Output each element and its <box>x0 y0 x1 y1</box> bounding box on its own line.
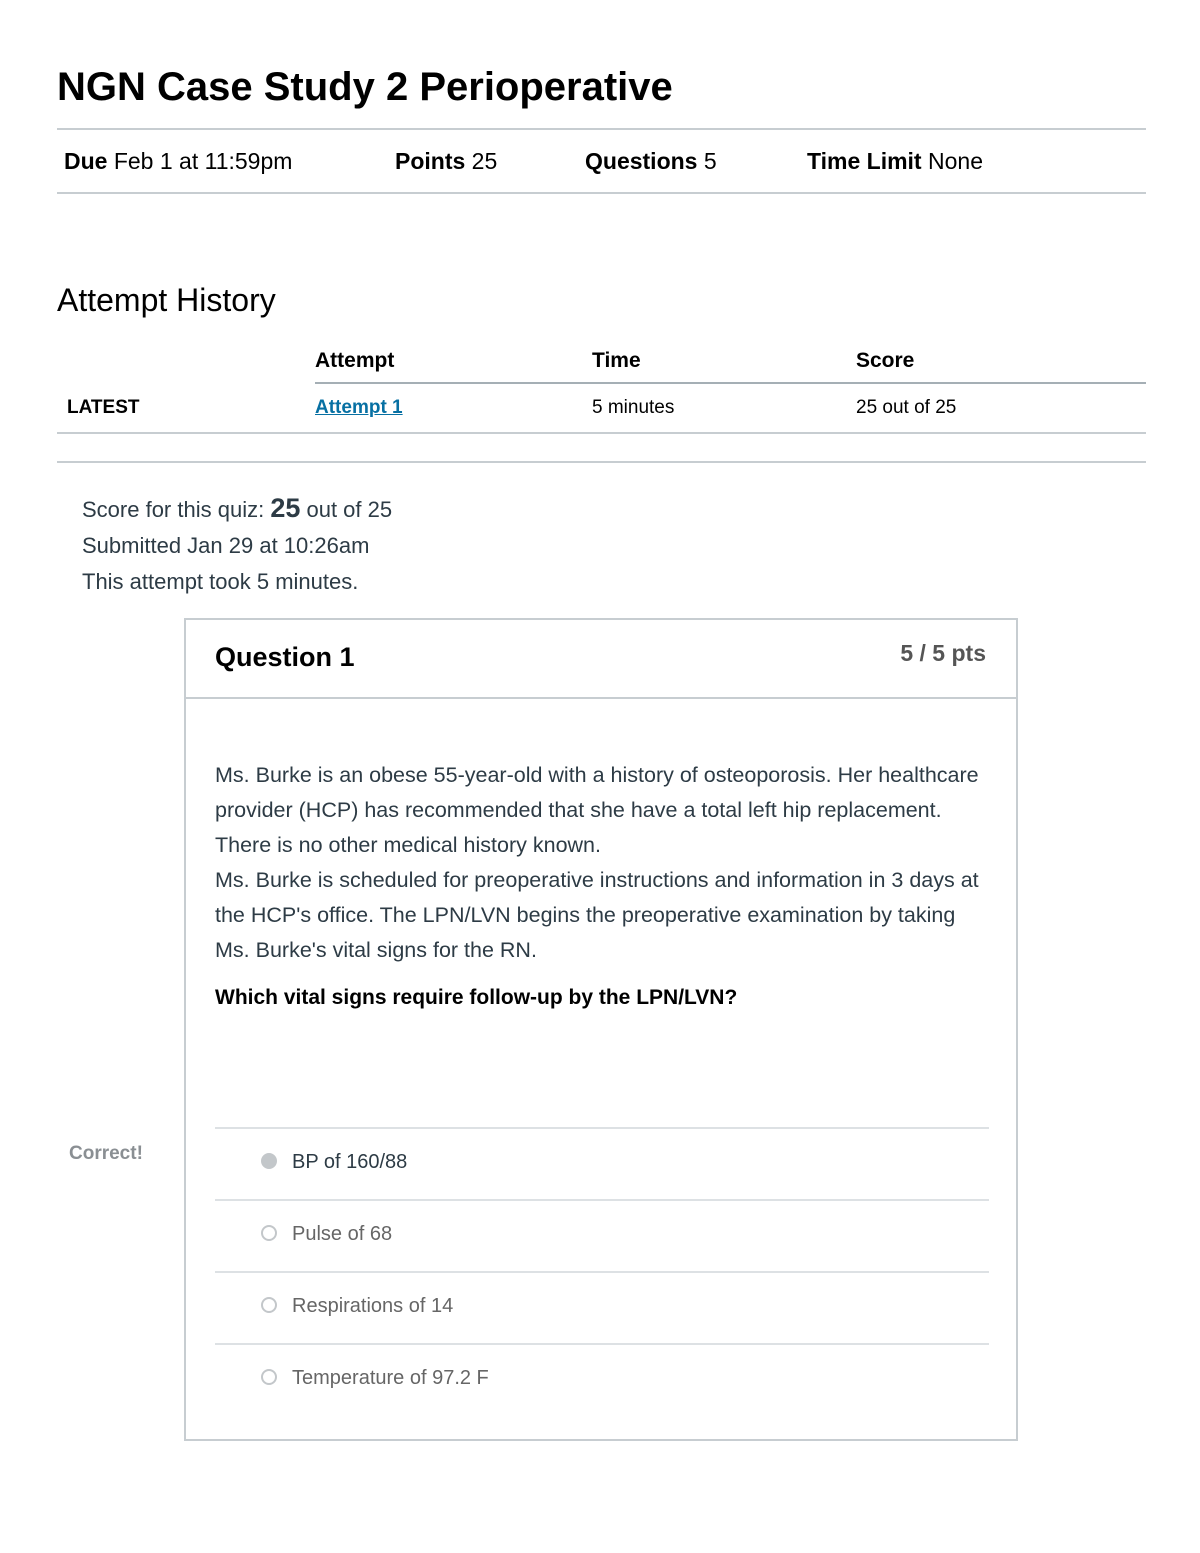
quiz-summary <box>82 490 392 600</box>
table-header-time: Time <box>592 340 856 383</box>
radio-icon[interactable] <box>261 1225 277 1241</box>
quiz-meta-bar <box>57 128 1146 194</box>
attempt-time: 5 minutes <box>592 383 856 433</box>
answer-option[interactable] <box>215 1271 989 1343</box>
answer-label: Respirations of 14 <box>292 1295 454 1317</box>
question-paragraph-1: Ms. Burke is an obese 55-year-old with a history of osteoporosis. Her healthcare provider (HCP) has recommended that she have a total left hip replacement. There is no other medical history known. <box>215 763 979 857</box>
question-title: Question 1 <box>215 642 355 672</box>
points-label: Points <box>395 148 466 174</box>
time-limit-value: None <box>928 148 983 174</box>
time-limit-info <box>807 148 983 175</box>
correct-answer-tag: Correct! <box>69 1142 183 1182</box>
questions-value: 5 <box>703 148 717 174</box>
questions-label: Questions <box>585 148 698 174</box>
answer-option[interactable] <box>215 1127 989 1199</box>
radio-selected-icon[interactable] <box>261 1153 277 1169</box>
duration-text: This attempt took 5 minutes. <box>82 569 359 594</box>
table-header-blank <box>57 340 315 383</box>
attempt-history-table <box>57 340 1146 434</box>
table-row <box>57 383 1146 433</box>
attempt-score: 25 out of 25 <box>856 383 1146 433</box>
answer-list <box>215 1127 989 1415</box>
question-header <box>186 620 1016 699</box>
table-header-score: Score <box>856 340 1146 383</box>
radio-icon[interactable] <box>261 1297 277 1313</box>
page-title: NGN Case Study 2 Perioperative <box>57 65 673 109</box>
score-line <box>82 490 392 528</box>
question-card <box>184 618 1018 1441</box>
answer-label: Pulse of 68 <box>292 1223 393 1245</box>
score-suffix: out of 25 <box>306 497 393 522</box>
score-value: 25 <box>270 493 301 523</box>
score-prefix: Score for this quiz: <box>82 497 265 522</box>
questions-info <box>585 148 717 175</box>
points-value: 25 <box>471 148 498 174</box>
radio-icon[interactable] <box>261 1369 277 1385</box>
due-value: Feb 1 at 11:59pm <box>113 148 293 174</box>
question-paragraph-2: Ms. Burke is scheduled for preoperative instructions and information in 3 days at the HCP's office. The LPN/LVN begins the preoperative examination by taking Ms. Burke's vital signs for the RN. <box>215 868 979 962</box>
question-prompt: Which vital signs require follow-up by the LPN/LVN? <box>215 986 738 1009</box>
question-text <box>215 758 995 968</box>
question-points: 5 / 5 pts <box>900 640 986 666</box>
answer-option[interactable] <box>215 1343 989 1415</box>
submitted-text: Submitted Jan 29 at 10:26am <box>82 533 370 558</box>
divider <box>57 461 1146 463</box>
time-limit-label: Time Limit <box>807 148 922 174</box>
answer-option[interactable] <box>215 1199 989 1271</box>
table-header-attempt: Attempt <box>315 340 592 383</box>
attempt-history-title: Attempt History <box>57 282 276 318</box>
attempt-1-link[interactable]: Attempt 1 <box>315 397 403 418</box>
due-info <box>64 148 292 175</box>
due-label: Due <box>64 148 108 174</box>
latest-label: LATEST <box>57 383 315 433</box>
points-info <box>395 148 497 175</box>
answer-label: BP of 160/88 <box>292 1151 408 1173</box>
answer-label: Temperature of 97.2 F <box>292 1367 489 1389</box>
